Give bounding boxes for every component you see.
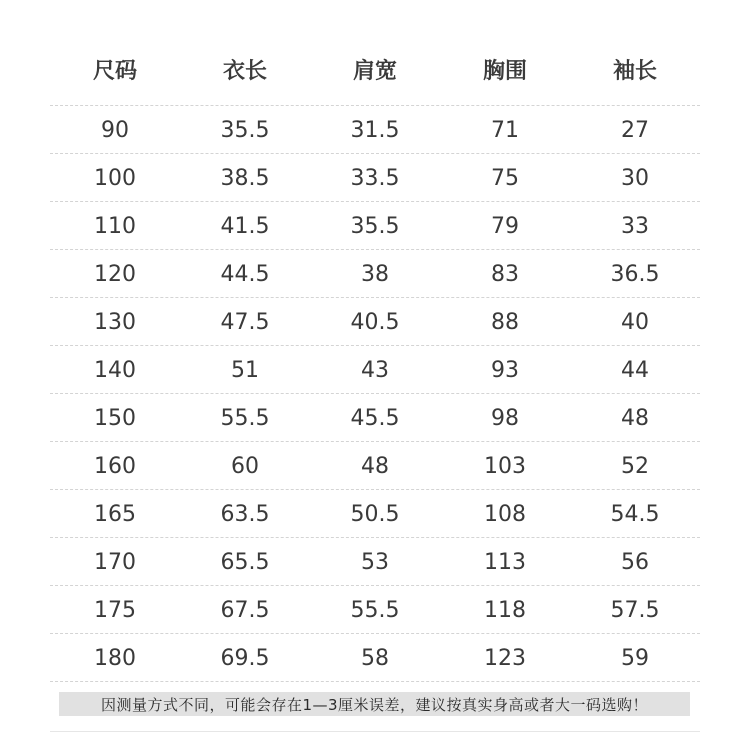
length-cell: 63.5 bbox=[220, 501, 270, 527]
shoulder-cell: 53 bbox=[361, 549, 389, 575]
column-header-chest: 胸围 bbox=[482, 58, 527, 84]
shoulder-cell: 48 bbox=[361, 453, 389, 479]
sleeve-cell: 44 bbox=[621, 357, 649, 383]
sleeve-cell: 54.5 bbox=[610, 501, 660, 527]
sleeve-cell: 30 bbox=[621, 165, 649, 191]
shoulder-cell: 40.5 bbox=[350, 309, 400, 335]
length-cell: 67.5 bbox=[220, 597, 270, 623]
table-row bbox=[50, 634, 700, 682]
table-row bbox=[50, 250, 700, 298]
column-header-size: 尺码 bbox=[92, 58, 137, 84]
table-row bbox=[50, 154, 700, 202]
size-cell: 160 bbox=[94, 453, 136, 479]
sleeve-cell: 48 bbox=[621, 405, 649, 431]
chest-cell: 71 bbox=[491, 117, 519, 143]
length-cell: 60 bbox=[231, 453, 259, 479]
table-row bbox=[50, 586, 700, 634]
sleeve-cell: 27 bbox=[621, 117, 649, 143]
shoulder-cell: 35.5 bbox=[350, 213, 400, 239]
length-cell: 44.5 bbox=[220, 261, 270, 287]
size-cell: 90 bbox=[101, 117, 129, 143]
size-cell: 120 bbox=[94, 261, 136, 287]
size-cell: 140 bbox=[94, 357, 136, 383]
length-cell: 55.5 bbox=[220, 405, 270, 431]
chest-cell: 123 bbox=[484, 645, 526, 671]
chest-cell: 118 bbox=[484, 597, 526, 623]
length-cell: 69.5 bbox=[220, 645, 270, 671]
size-cell: 170 bbox=[94, 549, 136, 575]
table-row bbox=[50, 202, 700, 250]
table-row bbox=[50, 394, 700, 442]
table-row bbox=[50, 106, 700, 154]
table-row bbox=[50, 298, 700, 346]
sleeve-cell: 33 bbox=[621, 213, 649, 239]
shoulder-cell: 58 bbox=[361, 645, 389, 671]
size-cell: 150 bbox=[94, 405, 136, 431]
length-cell: 47.5 bbox=[220, 309, 270, 335]
size-cell: 165 bbox=[94, 501, 136, 527]
chest-cell: 88 bbox=[491, 309, 519, 335]
sleeve-cell: 36.5 bbox=[610, 261, 660, 287]
chest-cell: 93 bbox=[491, 357, 519, 383]
size-cell: 110 bbox=[94, 213, 136, 239]
shoulder-cell: 31.5 bbox=[350, 117, 400, 143]
shoulder-cell: 43 bbox=[361, 357, 389, 383]
column-header-sleeve: 袖长 bbox=[612, 58, 657, 84]
length-cell: 38.5 bbox=[220, 165, 270, 191]
table-row bbox=[50, 538, 700, 586]
chest-cell: 108 bbox=[484, 501, 526, 527]
length-cell: 35.5 bbox=[220, 117, 270, 143]
shoulder-cell: 50.5 bbox=[350, 501, 400, 527]
chest-cell: 83 bbox=[491, 261, 519, 287]
sleeve-cell: 52 bbox=[621, 453, 649, 479]
table-row bbox=[50, 346, 700, 394]
chest-cell: 103 bbox=[484, 453, 526, 479]
sleeve-cell: 56 bbox=[621, 549, 649, 575]
shoulder-cell: 33.5 bbox=[350, 165, 400, 191]
size-cell: 175 bbox=[94, 597, 136, 623]
length-cell: 51 bbox=[231, 357, 259, 383]
column-header-shoulder: 肩宽 bbox=[352, 58, 397, 84]
chest-cell: 98 bbox=[491, 405, 519, 431]
shoulder-cell: 45.5 bbox=[350, 405, 400, 431]
size-cell: 180 bbox=[94, 645, 136, 671]
size-cell: 100 bbox=[94, 165, 136, 191]
size-chart-table bbox=[50, 42, 700, 682]
table-header-row bbox=[50, 42, 700, 106]
sleeve-cell: 40 bbox=[621, 309, 649, 335]
chest-cell: 113 bbox=[484, 549, 526, 575]
sleeve-cell: 59 bbox=[621, 645, 649, 671]
sleeve-cell: 57.5 bbox=[610, 597, 660, 623]
column-header-length: 衣长 bbox=[222, 58, 267, 84]
table-row bbox=[50, 442, 700, 490]
chest-cell: 75 bbox=[491, 165, 519, 191]
length-cell: 65.5 bbox=[220, 549, 270, 575]
chest-cell: 79 bbox=[491, 213, 519, 239]
shoulder-cell: 38 bbox=[361, 261, 389, 287]
length-cell: 41.5 bbox=[220, 213, 270, 239]
shoulder-cell: 55.5 bbox=[350, 597, 400, 623]
size-cell: 130 bbox=[94, 309, 136, 335]
measurement-note: 因测量方式不同，可能会存在1—3厘米误差，建议按真实身高或者大一码选购！ bbox=[59, 692, 690, 716]
table-row bbox=[50, 490, 700, 538]
